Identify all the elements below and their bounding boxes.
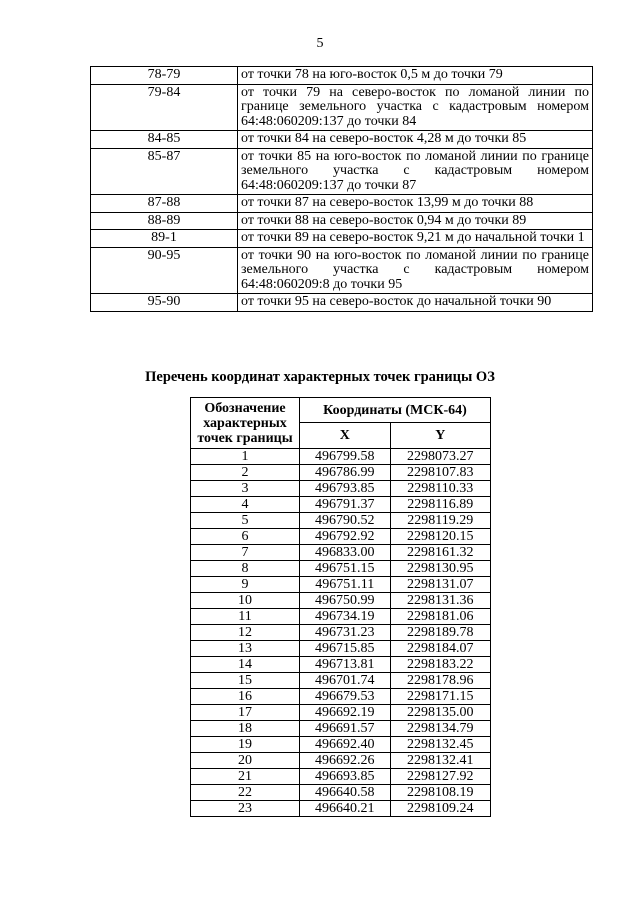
point-number: 19	[191, 737, 300, 753]
x-coordinate: 496734.19	[300, 609, 391, 625]
y-coordinate: 2298134.79	[390, 721, 490, 737]
point-number: 1	[191, 449, 300, 465]
x-coordinate: 496679.53	[300, 689, 391, 705]
segment-row	[91, 230, 593, 248]
y-coordinate: 2298073.27	[390, 449, 490, 465]
y-coordinate: 2298132.45	[390, 737, 490, 753]
point-number: 9	[191, 577, 300, 593]
coordinate-row	[191, 769, 491, 785]
coordinate-row	[191, 737, 491, 753]
segment-id: 79-84	[91, 84, 238, 131]
segment-row	[91, 148, 593, 195]
segment-row	[91, 212, 593, 230]
header-row-1	[191, 398, 491, 423]
point-number: 11	[191, 609, 300, 625]
coordinate-row	[191, 529, 491, 545]
point-number: 10	[191, 593, 300, 609]
segment-description: от точки 88 на северо-восток 0,94 м до точки 89	[238, 212, 593, 230]
point-number: 21	[191, 769, 300, 785]
coordinates-table-header	[191, 398, 491, 449]
x-coordinate: 496640.58	[300, 785, 391, 801]
x-coordinate: 496692.26	[300, 753, 391, 769]
y-coordinate: 2298135.00	[390, 705, 490, 721]
coordinate-row	[191, 673, 491, 689]
segment-row	[91, 294, 593, 312]
coordinate-row	[191, 641, 491, 657]
y-coordinate: 2298171.15	[390, 689, 490, 705]
x-coordinate: 496791.37	[300, 497, 391, 513]
segment-row	[91, 195, 593, 213]
segment-id: 89-1	[91, 230, 238, 248]
y-column-header: Y	[390, 423, 490, 449]
segment-row	[91, 247, 593, 294]
point-number: 3	[191, 481, 300, 497]
point-number: 23	[191, 801, 300, 817]
x-coordinate: 496751.11	[300, 577, 391, 593]
segment-row	[91, 84, 593, 131]
segments-body	[91, 67, 593, 312]
segment-description: от точки 84 на северо-восток 4,28 м до точки 85	[238, 131, 593, 149]
y-coordinate: 2298178.96	[390, 673, 490, 689]
x-coordinate: 496799.58	[300, 449, 391, 465]
coordinate-row	[191, 721, 491, 737]
y-coordinate: 2298131.07	[390, 577, 490, 593]
page-number: 5	[316, 36, 324, 51]
y-coordinate: 2298183.22	[390, 657, 490, 673]
segment-description: от точки 89 на северо-восток 9,21 м до начальной точки 1	[238, 230, 593, 248]
y-coordinate: 2298108.19	[390, 785, 490, 801]
segment-description: от точки 79 на северо-восток по ломаной линии по границе земельного участка с кадастровым номером 64:48:060209:137 до точки 84	[238, 84, 593, 131]
x-coordinate: 496715.85	[300, 641, 391, 657]
point-number: 16	[191, 689, 300, 705]
y-coordinate: 2298116.89	[390, 497, 490, 513]
segment-id: 78-79	[91, 67, 238, 85]
coordinate-row	[191, 545, 491, 561]
boundary-segments-table	[90, 66, 593, 312]
x-coordinate: 496701.74	[300, 673, 391, 689]
point-number: 15	[191, 673, 300, 689]
coordinate-row	[191, 801, 491, 817]
coordinate-row	[191, 513, 491, 529]
coordinate-row	[191, 785, 491, 801]
point-number: 7	[191, 545, 300, 561]
segment-id: 84-85	[91, 131, 238, 149]
y-coordinate: 2298189.78	[390, 625, 490, 641]
y-coordinate: 2298120.15	[390, 529, 490, 545]
x-coordinate: 496786.99	[300, 465, 391, 481]
coordinates-section-title: Перечень координат характерных точек границы ОЗ	[145, 369, 495, 385]
y-coordinate: 2298130.95	[390, 561, 490, 577]
coordinate-row	[191, 561, 491, 577]
segment-row	[91, 131, 593, 149]
y-coordinate: 2298161.32	[390, 545, 490, 561]
point-number: 17	[191, 705, 300, 721]
coordinate-row	[191, 465, 491, 481]
x-coordinate: 496692.19	[300, 705, 391, 721]
point-number: 8	[191, 561, 300, 577]
segment-id: 87-88	[91, 195, 238, 213]
y-coordinate: 2298119.29	[390, 513, 490, 529]
x-coordinate: 496640.21	[300, 801, 391, 817]
x-coordinate: 496693.85	[300, 769, 391, 785]
x-coordinate: 496793.85	[300, 481, 391, 497]
point-number: 13	[191, 641, 300, 657]
coordinate-row	[191, 497, 491, 513]
point-number: 20	[191, 753, 300, 769]
coordinates-table	[190, 397, 491, 817]
segment-row	[91, 67, 593, 85]
coordinate-row	[191, 753, 491, 769]
point-number: 18	[191, 721, 300, 737]
segment-description: от точки 95 на северо-восток до начальной точки 90	[238, 294, 593, 312]
point-designation-header: Обозначение характерных точек границы	[191, 398, 300, 449]
x-coordinate: 496713.81	[300, 657, 391, 673]
coordinate-row	[191, 705, 491, 721]
point-number: 6	[191, 529, 300, 545]
y-coordinate: 2298132.41	[390, 753, 490, 769]
coordinate-system-header: Координаты (МСК-64)	[300, 398, 491, 423]
segment-id: 95-90	[91, 294, 238, 312]
segment-description: от точки 87 на северо-восток 13,99 м до точки 88	[238, 195, 593, 213]
x-coordinate: 496750.99	[300, 593, 391, 609]
x-coordinate: 496731.23	[300, 625, 391, 641]
point-number: 12	[191, 625, 300, 641]
coordinate-row	[191, 609, 491, 625]
coordinate-row	[191, 577, 491, 593]
segment-description: от точки 78 на юго-восток 0,5 м до точки 79	[238, 67, 593, 85]
coordinate-row	[191, 593, 491, 609]
point-number: 2	[191, 465, 300, 481]
segment-description: от точки 85 на юго-восток по ломаной линии по границе земельного участка с кадастровым номером 64:48:060209:137 до точки 87	[238, 148, 593, 195]
y-coordinate: 2298184.07	[390, 641, 490, 657]
y-coordinate: 2298131.36	[390, 593, 490, 609]
coordinates-body	[191, 449, 491, 817]
x-coordinate: 496692.40	[300, 737, 391, 753]
x-coordinate: 496790.52	[300, 513, 391, 529]
x-coordinate: 496792.92	[300, 529, 391, 545]
y-coordinate: 2298110.33	[390, 481, 490, 497]
segment-id: 90-95	[91, 247, 238, 294]
coordinate-row	[191, 449, 491, 465]
segment-id: 85-87	[91, 148, 238, 195]
point-number: 22	[191, 785, 300, 801]
point-number: 14	[191, 657, 300, 673]
segment-description: от точки 90 на юго-восток по ломаной линии по границе земельного участка с кадастровым номером 64:48:060209:8 до точки 95	[238, 247, 593, 294]
segment-id: 88-89	[91, 212, 238, 230]
y-coordinate: 2298181.06	[390, 609, 490, 625]
x-coordinate: 496691.57	[300, 721, 391, 737]
x-coordinate: 496833.00	[300, 545, 391, 561]
coordinate-row	[191, 625, 491, 641]
y-coordinate: 2298127.92	[390, 769, 490, 785]
x-column-header: X	[300, 423, 391, 449]
y-coordinate: 2298107.83	[390, 465, 490, 481]
coordinate-row	[191, 481, 491, 497]
x-coordinate: 496751.15	[300, 561, 391, 577]
coordinate-row	[191, 657, 491, 673]
point-number: 4	[191, 497, 300, 513]
y-coordinate: 2298109.24	[390, 801, 490, 817]
coordinate-row	[191, 689, 491, 705]
point-number: 5	[191, 513, 300, 529]
